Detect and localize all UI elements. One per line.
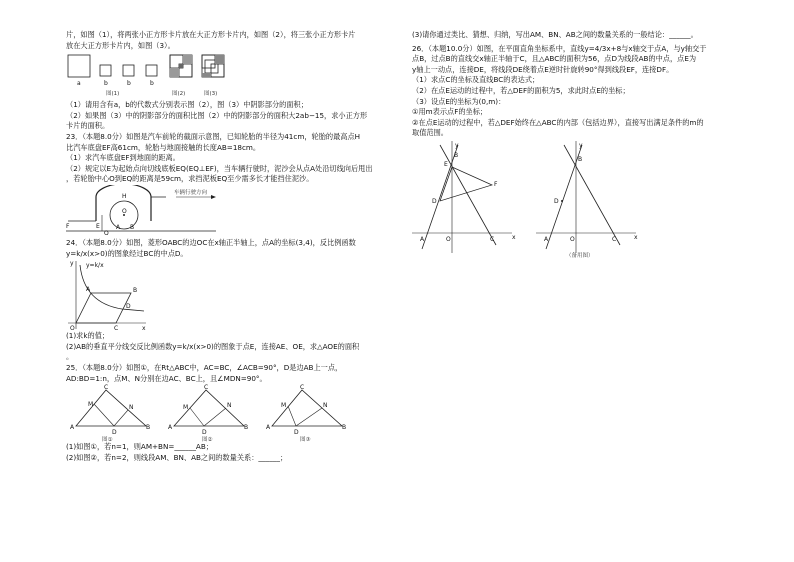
- intro-line-2: 放在大正方形卡片内，如图（3）。: [66, 40, 175, 50]
- big-square: [68, 55, 90, 77]
- right-column: [412, 30, 742, 259]
- q26-part-2: （2）在点E运动的过程中，若△DEF的面积为5，求此时点E的坐标；: [412, 85, 630, 95]
- graph-axis-y: y: [70, 260, 74, 268]
- fig2-point-b: B: [244, 424, 249, 432]
- figure-3: [202, 55, 224, 77]
- fig1-point-m: M: [88, 401, 94, 409]
- coord2-point-b: B: [578, 155, 583, 163]
- q26-line-3: y轴上一动点，连接DE，将线段DE绕着点E逆时针旋转90°得到线段EF，连接DF。: [412, 64, 674, 74]
- coord1-point-d: D: [432, 197, 437, 205]
- fig2-point-m: M: [183, 404, 189, 412]
- q23-line-5: ，若轮胎中心O到EQ的距离是59cm，求挡泥板EQ至少需多长才能挡住泥沙。: [66, 174, 314, 184]
- coordinate-figures: [412, 139, 742, 259]
- triangle-fig-3: [266, 384, 346, 442]
- coord1-point-c: C: [490, 235, 495, 243]
- q22-part-2-cont: 卡片的面积。: [66, 121, 110, 131]
- fig1-point-d: D: [112, 429, 117, 437]
- q23-line-1: 23．（本题8.0分）如图是汽车前轮的截面示意图，已知轮胎的半径为41cm，轮胎的最高点H: [66, 131, 361, 141]
- fig2-point-a: A: [168, 424, 173, 432]
- fig1-caption: 图①: [102, 437, 113, 443]
- fig3-point-c: C: [300, 384, 305, 392]
- q25-line-2: AD:BD=1:n，点M、N分别在边AC、BC上，且∠MDN=90°。: [66, 373, 267, 383]
- fig-label-b3: b: [150, 80, 154, 88]
- triangle-fig-2: [168, 384, 248, 442]
- small-square-2: [123, 65, 134, 76]
- q24-part-1: (1)求k的值；: [66, 331, 110, 341]
- fig2-point-c: C: [204, 384, 209, 392]
- graph-point-a: A: [86, 286, 91, 294]
- fig2-point-d: D: [202, 429, 207, 437]
- graph-axis-x: x: [142, 325, 146, 332]
- fig-label-a: a: [77, 80, 81, 88]
- graph-point-b: B: [133, 287, 138, 295]
- fig1-point-c: C: [104, 384, 109, 392]
- fig3-caption: 图③: [300, 437, 311, 443]
- fig3-point-b: B: [342, 424, 347, 432]
- q24-part-2: (2)AB的垂直平分线交反比例函数y=k/x(x>0)的图象于点E，连接AE、OE，求△AOE的面积: [66, 341, 360, 351]
- coord1-point-a: A: [420, 235, 425, 243]
- fig3-point-a: A: [266, 424, 271, 432]
- graph-origin: O: [70, 325, 75, 332]
- coord2-caption: （备用图）: [566, 252, 594, 259]
- q24-part-2-cont: 。: [66, 352, 74, 362]
- coord-fig-main: [412, 141, 516, 253]
- rhombus-hyperbola-figure: [66, 259, 396, 331]
- q24-line-1: 24．（本题8.0分）如图，菱形OABC的边OC在x轴正半轴上，点A的坐标(3,4)，反比例函数: [66, 237, 356, 247]
- q26-part-1: （1）求点C的坐标及直线BC的表达式；: [412, 75, 540, 85]
- q23-line-4: （2）规定以E为起始点向切线底板EQ(EQ⊥EF)，当车辆行驶时，泥沙会从点A处沿切线向后甩出: [66, 163, 373, 173]
- q25-part-2: (2)如图②，若n=2，则线段AM、BN、AB之间的数量关系：______；: [66, 452, 288, 462]
- fig2-caption: 图②: [202, 437, 213, 443]
- q25-part-3: (3)请你通过类比、猜想、归纳，写出AM、BN、AB之间的数量关系的一般结论：______。: [412, 30, 698, 39]
- wheel-point-b: B: [130, 223, 135, 231]
- triangle-fig-1: [70, 384, 150, 442]
- wheel-figure: [66, 185, 396, 235]
- coord2-point-d: D: [554, 197, 559, 205]
- figure-2: [170, 55, 192, 77]
- square-cards-figure: [66, 51, 396, 97]
- coord1-axis-y: y: [455, 141, 459, 149]
- q26-part-3-2: ②在点E运动的过程中，若△DEF始终在△ABC的内部（包括边界），直接写出满足条件的m的: [412, 117, 704, 127]
- q26-part-3-2-cont: 取值范围。: [412, 128, 448, 138]
- direction-label: 车辆行驶方向: [174, 189, 208, 196]
- fig-caption-3: 图(3): [204, 91, 218, 98]
- q26-line-2: 点B，过点B的直线交x轴正半轴于C，且△ABC的面积为56，点D为线段AB的中点，点E为: [412, 54, 697, 64]
- graph-point-d: D: [126, 303, 131, 311]
- q22-part-2: （2）如果图（3）中的阴影部分的面积比图（2）中的阴影部分的面积大2ab−15，求小正方形: [66, 110, 368, 120]
- fig1-point-b: B: [146, 424, 151, 432]
- coord1-point-f: F: [494, 180, 498, 188]
- fig1-point-n: N: [129, 404, 134, 412]
- small-square-1: [100, 65, 111, 76]
- small-square-3: [146, 65, 157, 76]
- fig2-point-n: N: [227, 402, 232, 410]
- coord1-origin: O: [446, 235, 451, 243]
- fig3-point-d: D: [294, 429, 299, 437]
- left-column: [66, 30, 396, 463]
- fig-label-b1: b: [104, 80, 108, 88]
- q26-line-1: 26．（本题10.0分）如图，在平面直角坐标系中，直线y=4/3x+8与x轴交于点A，与y轴交于: [412, 43, 707, 53]
- wheel-point-h: H: [122, 192, 127, 200]
- coord2-axis-y: y: [579, 141, 583, 149]
- coord2-point-c: C: [612, 235, 617, 243]
- q25-part-1: (1)如图①，若n=1，则AM+BN=______AB；: [66, 442, 213, 452]
- q24-line-2: y=k/x(x>0)的图象经过BC的中点D。: [66, 248, 188, 258]
- coord-fig-backup: [536, 141, 638, 259]
- coord2-origin: O: [570, 235, 575, 243]
- coord1-axis-x: x: [512, 233, 516, 241]
- wheel-point-a: A: [116, 223, 121, 231]
- graph-function-label: y=k/x: [86, 262, 104, 270]
- coord1-point-e: E: [444, 160, 448, 168]
- wheel-point-o: O: [122, 207, 127, 215]
- graph-point-c: C: [114, 325, 119, 332]
- fig3-point-n: N: [323, 402, 328, 410]
- q22-part-1: （1）请用含有a，b的代数式分别表示图（2），图（3）中阴影部分的面积；: [66, 100, 308, 110]
- wheel-point-f: F: [66, 222, 70, 230]
- coord2-point-a: A: [544, 235, 549, 243]
- intro-line-1: 片，如图（1），将两张小正方形卡片放在大正方形卡片内，如图（2），将三张小正方形卡片: [66, 30, 356, 39]
- triangle-figures: [66, 384, 396, 442]
- fig-caption-2: 图(2): [172, 91, 186, 98]
- q26-part-3-1: ①用m表示点F的坐标；: [412, 107, 488, 117]
- fig1-point-a: A: [70, 424, 75, 432]
- fig-caption-1: 图(1): [106, 91, 120, 98]
- q25-line-1: 25．（本题8.0分）如图①，在Rt△ABC中，AC=BC，∠ACB=90°，D是边AB上一点，: [66, 362, 343, 372]
- wheel-point-e: E: [96, 222, 100, 230]
- wheel-point-q: Q: [104, 229, 109, 235]
- q26-part-3: （3）设点E的坐标为(0,m)：: [412, 96, 506, 106]
- coord1-point-b: B: [454, 151, 459, 159]
- q23-line-3: （1）求汽车底盘EF到地面的距离。: [66, 153, 180, 163]
- q23-line-2: 比汽车底盘EF高61cm，轮胎与地面接触的长度AB=18cm。: [66, 142, 261, 152]
- coord2-axis-x: x: [634, 233, 638, 241]
- fig-label-b2: b: [127, 80, 131, 88]
- fig3-point-m: M: [281, 402, 287, 410]
